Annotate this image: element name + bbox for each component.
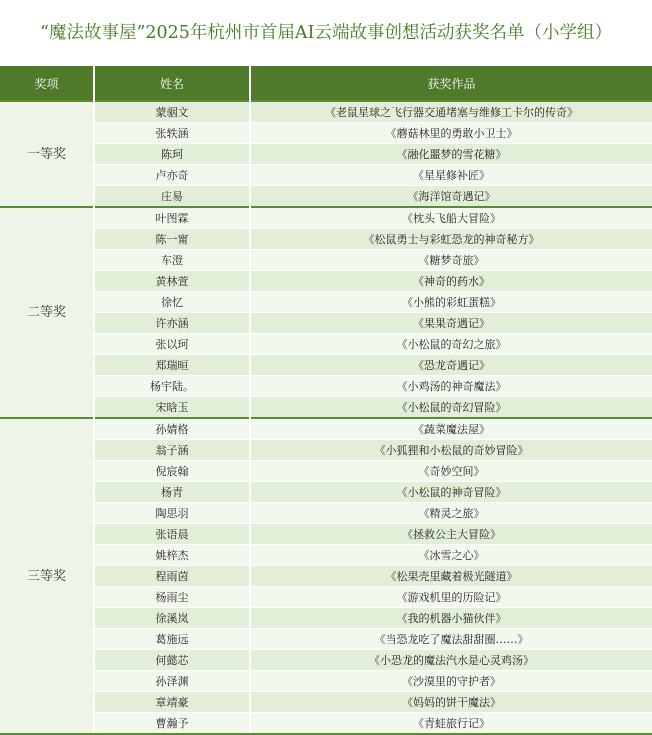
table-row	[0, 440, 652, 461]
winner-name-cell: 陈一甯	[94, 229, 250, 250]
table-row	[0, 123, 652, 144]
table-row	[0, 587, 652, 608]
winner-name-cell: 庄易	[94, 186, 250, 208]
winning-work-cell: 《恐龙奇遇记》	[250, 355, 652, 376]
table-row	[0, 101, 652, 123]
winner-name-cell: 卢亦奇	[94, 165, 250, 186]
table-row	[0, 271, 652, 292]
table-row	[0, 144, 652, 165]
winner-name-cell: 车澄	[94, 250, 250, 271]
table-row	[0, 250, 652, 271]
award-level-cell: 一等奖	[0, 101, 94, 207]
table-row	[0, 376, 652, 397]
winner-name-cell: 张以珂	[94, 334, 250, 355]
winning-work-cell: 《枕头飞船大冒险》	[250, 207, 652, 229]
winning-work-cell: 《果果奇遇记》	[250, 313, 652, 334]
table-row	[0, 418, 652, 440]
winner-name-cell: 孙泽渊	[94, 671, 250, 692]
winning-work-cell: 《海洋馆奇遇记》	[250, 186, 652, 208]
winner-name-cell: 倪宸翰	[94, 461, 250, 482]
table-row	[0, 629, 652, 650]
winning-work-cell: 《融化噩梦的雪花糖》	[250, 144, 652, 165]
table-row	[0, 207, 652, 229]
winning-work-cell: 《蘑菇林里的勇敢小卫士》	[250, 123, 652, 144]
winner-name-cell: 程雨茵	[94, 566, 250, 587]
winner-name-cell: 杨雨尘	[94, 587, 250, 608]
winning-work-cell: 《糖梦奇旅》	[250, 250, 652, 271]
table-row	[0, 229, 652, 250]
table-row	[0, 608, 652, 629]
winner-name-cell: 曹瀚予	[94, 713, 250, 734]
table-row	[0, 566, 652, 587]
winning-work-cell: 《老鼠星球之飞行器交通堵塞与维修工卡尔的传奇》	[250, 101, 652, 123]
winner-name-cell: 葛施远	[94, 629, 250, 650]
winning-work-cell: 《拯救公主大冒险》	[250, 524, 652, 545]
header-award: 奖项	[0, 66, 94, 101]
header-work: 获奖作品	[250, 66, 652, 101]
winner-name-cell: 徐忆	[94, 292, 250, 313]
winning-work-cell: 《小恐龙的魔法汽水是心灵鸡汤》	[250, 650, 652, 671]
winning-work-cell: 《游戏机里的历险记》	[250, 587, 652, 608]
winner-name-cell: 章靖豪	[94, 692, 250, 713]
table-row	[0, 186, 652, 208]
header-name: 姓名	[94, 66, 250, 101]
header-row	[0, 66, 652, 101]
winning-work-cell: 《青蛙旅行记》	[250, 713, 652, 734]
award-table	[0, 66, 652, 733]
award-level-cell: 二等奖	[0, 207, 94, 418]
winner-name-cell: 杨青	[94, 482, 250, 503]
award-level-cell: 三等奖	[0, 418, 94, 733]
winning-work-cell: 《沙漠里的守护者》	[250, 671, 652, 692]
table-row	[0, 397, 652, 419]
winner-name-cell: 张语晨	[94, 524, 250, 545]
table-row	[0, 671, 652, 692]
winner-name-cell: 郑瑞晅	[94, 355, 250, 376]
table-row	[0, 292, 652, 313]
winning-work-cell: 《星星修补匠》	[250, 165, 652, 186]
table-row	[0, 461, 652, 482]
winner-name-cell: 陶思羽	[94, 503, 250, 524]
page-title: “魔法故事屋”2025年杭州市首届AI云端故事创想活动获奖名单（小学组）	[40, 23, 612, 43]
winner-name-cell: 许亦涵	[94, 313, 250, 334]
winner-name-cell: 何懿芯	[94, 650, 250, 671]
winner-name-cell: 翁子涵	[94, 440, 250, 461]
table-row	[0, 650, 652, 671]
winner-name-cell: 陈珂	[94, 144, 250, 165]
table-row	[0, 524, 652, 545]
table-row	[0, 482, 652, 503]
winner-name-cell: 黄林萱	[94, 271, 250, 292]
table-row	[0, 355, 652, 376]
table-body	[0, 101, 652, 733]
winning-work-cell: 《松果壳里藏着极光隧道》	[250, 566, 652, 587]
table-row	[0, 692, 652, 713]
winner-name-cell: 杨宇陆。	[94, 376, 250, 397]
table-row	[0, 313, 652, 334]
winner-name-cell: 孙婧格	[94, 418, 250, 440]
table-row	[0, 503, 652, 524]
winner-name-cell: 蒙骃文	[94, 101, 250, 123]
winner-name-cell: 姚梓杰	[94, 545, 250, 566]
winning-work-cell: 《小松鼠的奇幻之旅》	[250, 334, 652, 355]
winner-name-cell: 宋晗玉	[94, 397, 250, 419]
table-row	[0, 545, 652, 566]
table-header	[0, 66, 652, 101]
winning-work-cell: 《奇妙空间》	[250, 461, 652, 482]
winning-work-cell: 《冰雪之心》	[250, 545, 652, 566]
winner-name-cell: 张轶涵	[94, 123, 250, 144]
winning-work-cell: 《当恐龙吃了魔法甜甜圈……》	[250, 629, 652, 650]
winning-work-cell: 《小鸡汤的神奇魔法》	[250, 376, 652, 397]
winning-work-cell: 《妈妈的饼干魔法》	[250, 692, 652, 713]
winning-work-cell: 《蔬菜魔法屋》	[250, 418, 652, 440]
winner-name-cell: 叶图霖	[94, 207, 250, 229]
table-row	[0, 165, 652, 186]
winning-work-cell: 《小松鼠的神奇冒险》	[250, 482, 652, 503]
winning-work-cell: 《松鼠勇士与彩虹恐龙的神奇秘方》	[250, 229, 652, 250]
winning-work-cell: 《小熊的彩虹蛋糕》	[250, 292, 652, 313]
winning-work-cell: 《精灵之旅》	[250, 503, 652, 524]
winner-name-cell: 徐溪岚	[94, 608, 250, 629]
winning-work-cell: 《小狐狸和小松鼠的奇妙冒险》	[250, 440, 652, 461]
winning-work-cell: 《小松鼠的奇幻冒险》	[250, 397, 652, 419]
table-row	[0, 713, 652, 734]
winning-work-cell: 《神奇的药水》	[250, 271, 652, 292]
winning-work-cell: 《我的机器小猫伙伴》	[250, 608, 652, 629]
table-row	[0, 334, 652, 355]
